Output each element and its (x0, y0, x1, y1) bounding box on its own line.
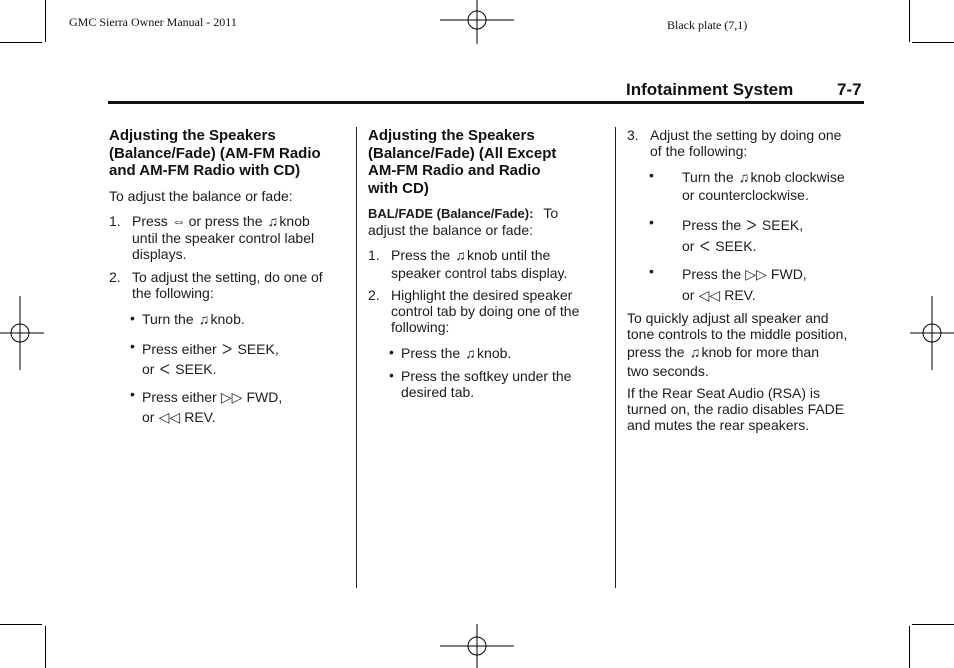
col2-bullet-1: • Press the ♫knob. (368, 345, 608, 362)
crop-mark-br-h (912, 624, 954, 625)
music-note-icon: ♫ (465, 345, 476, 361)
bullet-icon: • (130, 337, 135, 354)
col1-step-1: 1. Press ⇔ or press the ♫knob until the speaker control label displays. (109, 212, 315, 262)
plate-label: Black plate (7,1) (667, 18, 748, 32)
column-3 (627, 127, 867, 433)
music-note-icon: ♫ (738, 169, 750, 185)
col3-bullet-2: • Press the ᐳ SEEK, or ᐸ SEEK. (627, 215, 867, 257)
col3-step-3: 3. Adjust the setting by doing one of the following: (627, 127, 842, 159)
col3-paragraph-2: If the Rear Seat Audio (RSA) is turned on, the radio disables FADE and mutes the rear speakers. (627, 385, 845, 433)
manual-title: GMC Sierra Owner Manual - 2011 (69, 15, 237, 29)
seek-prev-icon: ᐸ (159, 360, 170, 377)
music-note-icon: ♫ (198, 310, 210, 327)
crop-mark-tr-v (909, 0, 910, 42)
col3-paragraph-1: To quickly adjust all speaker and tone controls to the middle position, press the ♫knob for more than two seconds. (627, 310, 848, 379)
col1-bullet-3: • Press either ▷▷ FWD, or ◁◁ REV. (109, 387, 349, 427)
crop-mark-br-v (909, 626, 910, 668)
rewind-icon: ◁◁ (698, 287, 721, 303)
seek-next-icon: ᐳ (746, 217, 757, 233)
rewind-icon: ◁◁ (158, 408, 181, 425)
registration-mark-right (910, 296, 954, 370)
col2-intro: BAL/FADE (Balance/Fade): To (368, 205, 559, 221)
col3-bullet-1: • Turn the ♫knob clockwise or counterclockwise. (627, 168, 867, 204)
bullet-icon: • (649, 263, 654, 279)
col2-heading: Adjusting the Speakers (Balance/Fade) (All Except AM-FM Radio and Radio with CD) (368, 127, 557, 197)
col1-step-2: 2. To adjust the setting, do one of the following: (109, 268, 323, 301)
registration-mark-left (0, 296, 44, 370)
column-divider-1 (356, 127, 357, 588)
col1-intro: To adjust the balance or fade: (109, 187, 293, 204)
col2-bullet-2: • Press the softkey under the desired tab. (368, 368, 608, 400)
page-number: 7-7 (837, 80, 862, 99)
registration-mark-bottom (440, 624, 514, 668)
bullet-icon: • (389, 344, 394, 360)
col1-bullet-2: • Press either ᐳ SEEK, or ᐸ SEEK. (109, 339, 349, 379)
col3-bullet-3: • Press the ▷▷ FWD, or ◁◁ REV. (627, 264, 867, 306)
bullet-icon: • (649, 167, 654, 183)
col2-step-1: 1. Press the ♫knob until the speaker control tabs display. (368, 247, 568, 281)
seek-next-icon: ᐳ (221, 340, 233, 357)
col1-bullet-1: • Turn the ♫knob. (109, 311, 349, 328)
registration-mark-top (440, 0, 514, 44)
fast-forward-icon: ▷▷ (220, 388, 243, 405)
section-title: Infotainment System (626, 80, 794, 99)
column-divider-2 (615, 127, 616, 588)
bullet-icon: • (130, 309, 135, 326)
crop-mark-bl-v (45, 626, 46, 668)
col2-step-2: 2. Highlight the desired speaker control tab by doing one of the following: (368, 287, 580, 335)
music-note-icon: ♫ (267, 212, 279, 229)
column-1 (109, 127, 349, 427)
bullet-icon: • (130, 385, 135, 402)
music-note-icon: ♫ (455, 247, 466, 263)
crop-mark-tl-v (45, 0, 46, 42)
col1-heading: Adjusting the Speakers (Balance/Fade) (AM-FM Radio and AM-FM Radio with CD) (109, 127, 321, 179)
music-note-icon: ♫ (689, 344, 701, 360)
bullet-icon: • (389, 367, 394, 383)
crop-mark-bl-h (0, 624, 42, 625)
column-2: Adjusting the Speakers (Balance/Fade) (All Except AM-FM Radio and Radio with CD) BAL/FADE (Balance/Fade): To adjust the balance or fade: 1. Press the ♫knob until the speaker control tabs display. 2. Highlight the desired speaker control tab by doing one of the following: • Press the ♫knob. • Press the softkey under the desired tab. (368, 127, 608, 400)
tone-icon: ⇔ (171, 212, 186, 229)
crop-mark-tr-h (912, 42, 954, 43)
seek-prev-icon: ᐸ (699, 238, 710, 254)
bal-fade-label: BAL/FADE (Balance/Fade): (368, 206, 534, 221)
crop-mark-tl-h (0, 42, 42, 43)
fast-forward-icon: ▷▷ (745, 266, 767, 282)
title-rule (108, 101, 864, 104)
bullet-icon: • (649, 214, 654, 230)
